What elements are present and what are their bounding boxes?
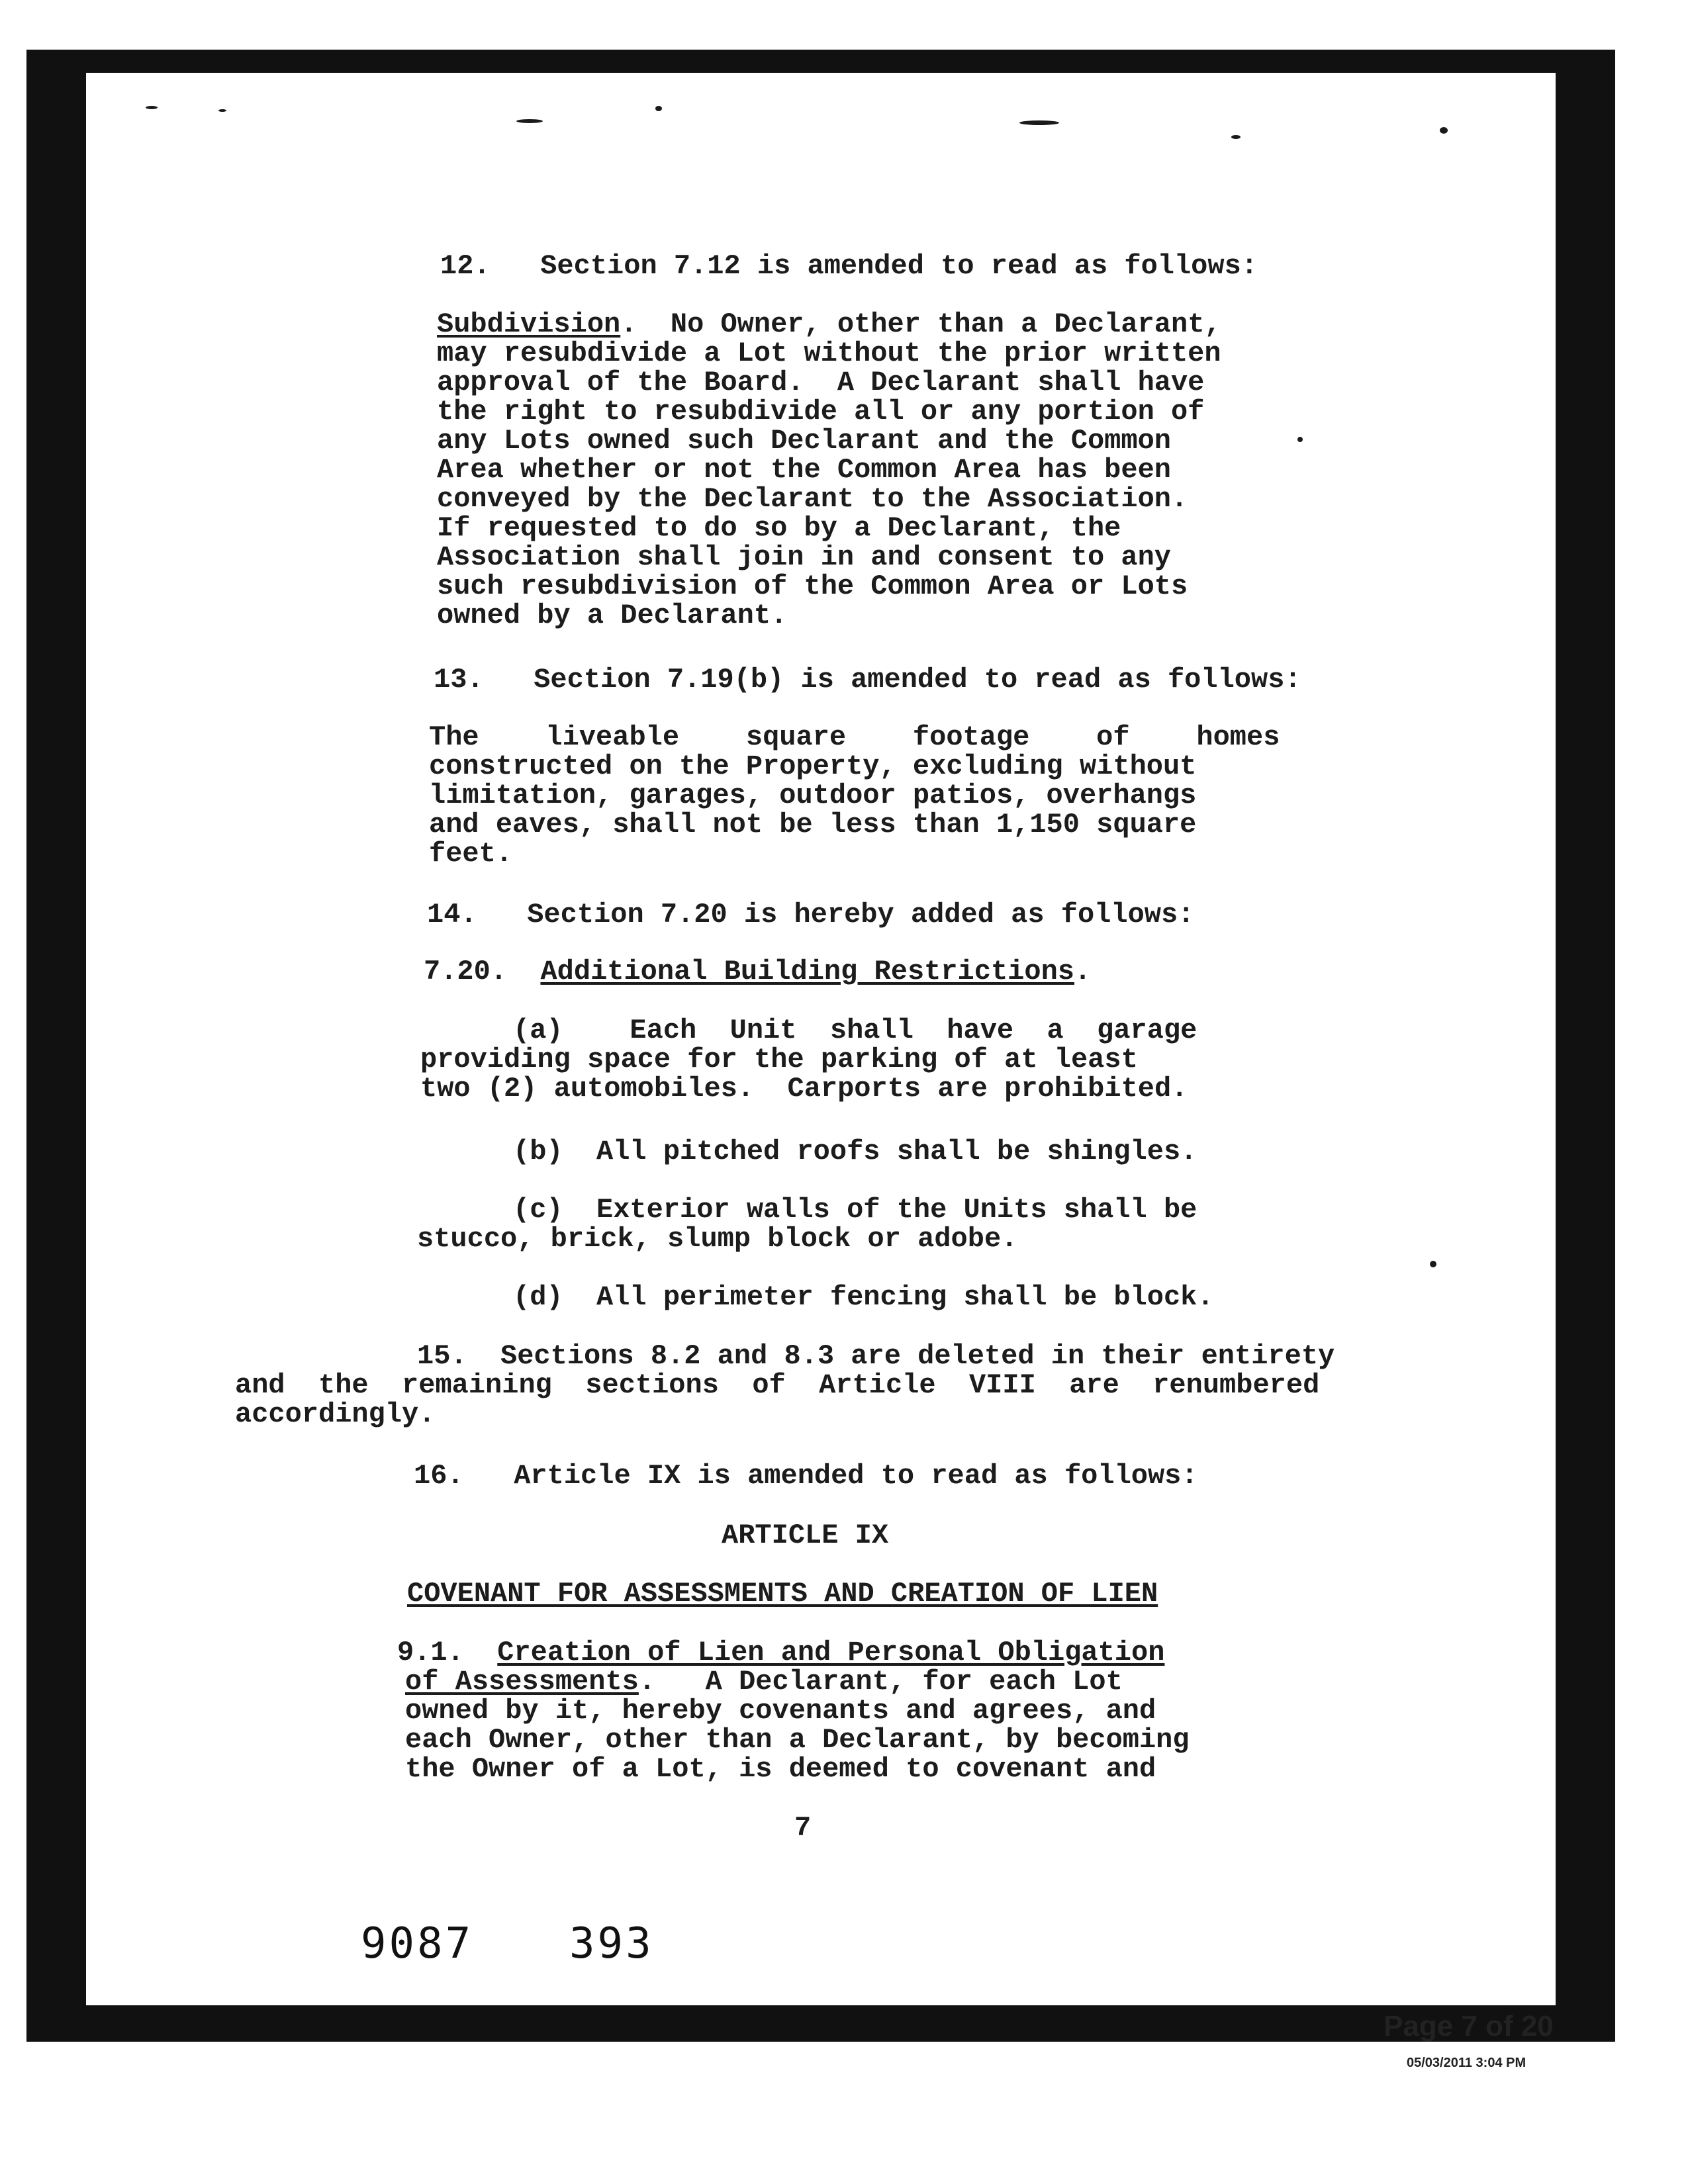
section-91-line: the Owner of a Lot, is deemed to covenant and [405,1753,1156,1785]
footer-page-indicator: Page 7 of 20 [1383,2010,1554,2042]
restriction-a-line: two (2) automobiles. Carports are prohibited. [420,1073,1188,1105]
scan-noise [146,106,158,109]
footage-line: and eaves, shall not be less than 1,150 square [429,809,1197,841]
section-91-line: owned by it, hereby covenants and agrees, and [405,1695,1156,1727]
scan-noise [1440,127,1448,134]
subdivision-line: the right to resubdivide all or any portion of [437,396,1205,428]
item-15-line: 15. Sections 8.2 and 8.3 are deleted in their entirety [417,1340,1335,1372]
item-12-heading: 12. Section 7.12 is amended to read as follows: [440,250,1258,282]
restriction-b: (b) All pitched roofs shall be shingles. [513,1136,1197,1167]
restriction-a-line: (a) Each Unit shall have a garage [513,1015,1197,1046]
item-15-line: accordingly. [235,1398,436,1430]
section-91-number: 9.1. [397,1637,464,1668]
scan-noise [1297,437,1303,442]
footage-line: The liveable square footage of homes [429,721,1280,753]
section-91-line: each Owner, other than a Declarant, by becoming [405,1724,1190,1756]
footage-line: limitation, garages, outdoor patios, overhangs [429,780,1197,811]
item-15-line: and the remaining sections of Article VIII are renumbered [235,1369,1320,1401]
subdivision-line: conveyed by the Declarant to the Association. [437,483,1188,515]
subdivision-line: Area whether or not the Common Area has been [437,454,1171,486]
section-91-line [405,1667,1123,1696]
recording-book-number: 9087 [361,1919,474,1968]
subdivision-title: Subdivision [437,308,621,340]
subdivision-paragraph [437,310,1221,339]
restriction-c-line: stucco, brick, slump block or adobe. [417,1223,1018,1255]
subdivision-line: such resubdivision of the Common Area or Lots [437,570,1188,602]
section-720-heading [424,957,1091,986]
scan-noise [1019,120,1059,125]
restriction-d: (d) All perimeter fencing shall be block. [513,1281,1214,1313]
restriction-c-line: (c) Exterior walls of the Units shall be [513,1194,1197,1226]
recording-page-number: 393 [569,1919,654,1968]
page-number: 7 [794,1812,812,1844]
subdivision-line: owned by a Declarant. [437,600,788,631]
subdivision-line: may resubdivide a Lot without the prior written [437,338,1221,369]
section-720-period: . [1074,956,1092,987]
scan-noise [655,106,662,111]
subdivision-line: Association shall join in and consent to any [437,541,1171,573]
article-subtitle: COVENANT FOR ASSESSMENTS AND CREATION OF LIEN [407,1578,1158,1610]
section-91-title: Creation of Lien and Personal Obligation [497,1637,1165,1668]
section-91-heading [397,1638,1164,1667]
subdivision-line: . No Owner, other than a Declarant, [620,308,1221,340]
footage-line: feet. [429,838,513,870]
section-720-number: 7.20. [424,956,508,987]
section-91-text: . A Declarant, for each Lot [638,1666,1123,1698]
article-title: ARTICLE IX [722,1520,889,1551]
scan-noise [218,109,226,112]
item-14-heading: 14. Section 7.20 is hereby added as follows: [427,899,1195,931]
footage-line: constructed on the Property, excluding without [429,751,1197,782]
footer-timestamp: 05/03/2011 3:04 PM [1407,2056,1526,2070]
restriction-a-line: providing space for the parking of at least [420,1044,1138,1075]
subdivision-line: approval of the Board. A Declarant shall have [437,367,1205,398]
section-720-title: Additional Building Restrictions [540,956,1074,987]
scan-noise [1430,1261,1436,1267]
scan-noise [516,119,543,123]
scan-noise [1231,135,1241,139]
item-16-heading: 16. Article IX is amended to read as follows: [414,1460,1198,1492]
subdivision-line: any Lots owned such Declarant and the Common [437,425,1171,457]
section-91-title-cont: of Assessments [405,1666,639,1698]
item-13-heading: 13. Section 7.19(b) is amended to read as follows: [434,664,1301,696]
subdivision-line: If requested to do so by a Declarant, the [437,512,1121,544]
